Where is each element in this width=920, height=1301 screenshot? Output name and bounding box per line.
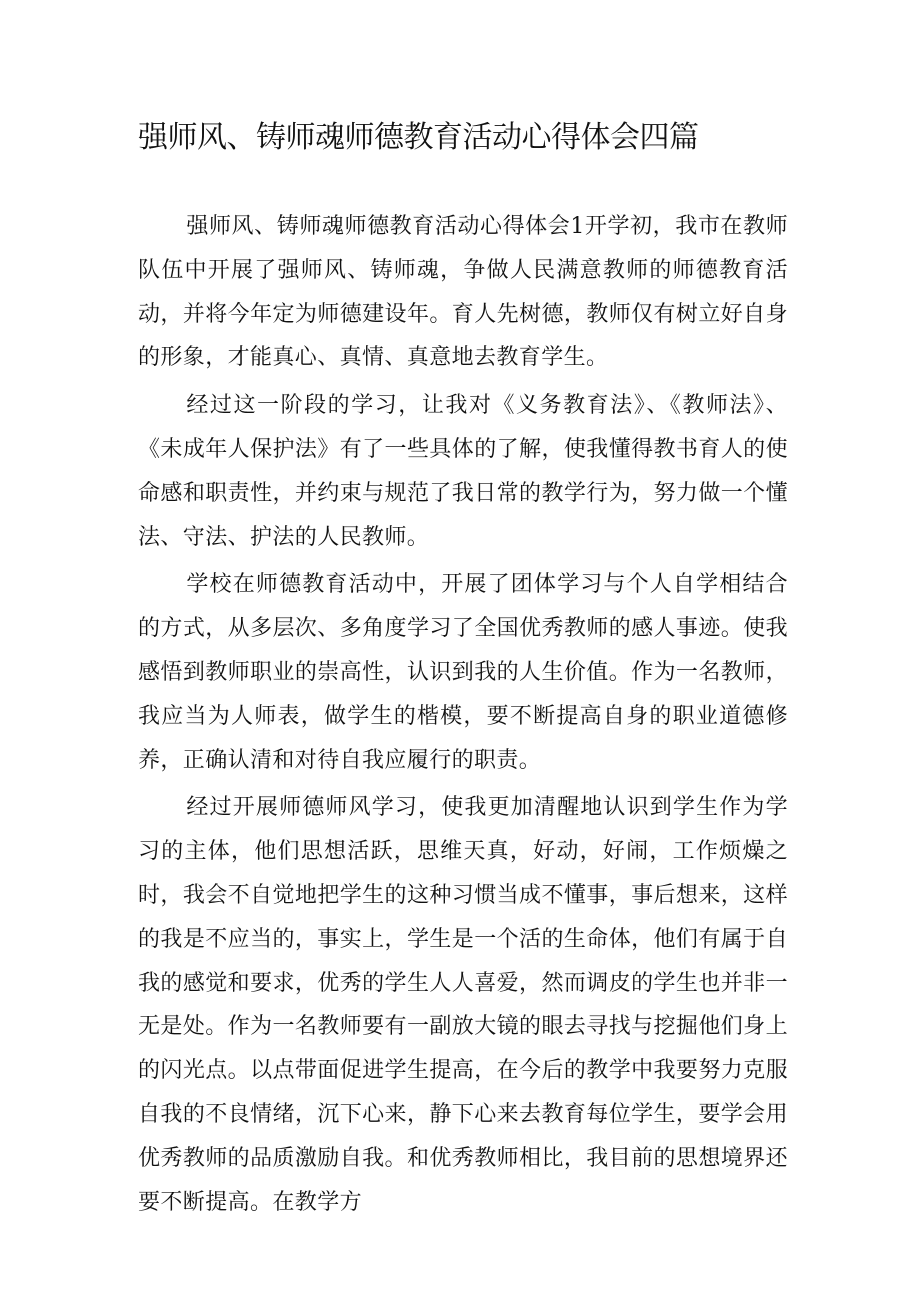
- paragraph: 强师风、铸师魂师德教育活动心得体会1开学初，我市在教师队伍中开展了强师风、铸师魂，争做人民满意教师的师德教育活动，并将今年定为师德建设年。育人先树德，教师仅有树立好自身的形象，才能真心、真情、真意地去教育学生。: [138, 214, 788, 371]
- document-body: [138, 205, 788, 1228]
- paragraph: 学校在师德教育活动中，开展了团体学习与个人自学相结合的方式，从多层次、多角度学习了全国优秀教师的感人事迹。使我感悟到教师职业的崇高性，认识到我的人生价值。作为一名教师，我应当为人师表，做学生的楷模，要不断提高自身的职业道德修养，正确认清和对待自我应履行的职责。: [138, 572, 788, 773]
- document-title: 强师风、铸师魂师德教育活动心得体会四篇: [138, 120, 699, 155]
- paragraph: 经过这一阶段的学习，让我对《义务教育法》、《教师法》、《未成年人保护法》有了一些具体的了解，使我懂得教书育人的使命感和职责性，并约束与规范了我日常的教学行为，努力做一个懂法、守法、护法的人民教师。: [138, 393, 788, 550]
- paragraph: 经过开展师德师风学习，使我更加清醒地认识到学生作为学习的主体，他们思想活跃，思维天真，好动，好闹，工作烦燥之时，我会不自觉地把学生的这种习惯当成不懂事，事后想来，这样的我是不应当的，事实上，学生是一个活的生命体，他们有属于自我的感觉和要求，优秀的学生人人喜爱，然而调皮的学生也并非一无是处。作为一名教师要有一副放大镜的眼去寻找与挖掘他们身上的闪光点。以点带面促进学生提高，在今后的教学中我要努力克服自我的不良情绪，沉下心来，静下心来去教育每位学生，要学会用优秀教师的品质激励自我。和优秀教师相比，我目前的思想境界还要不断提高。在教学方: [138, 795, 788, 1215]
